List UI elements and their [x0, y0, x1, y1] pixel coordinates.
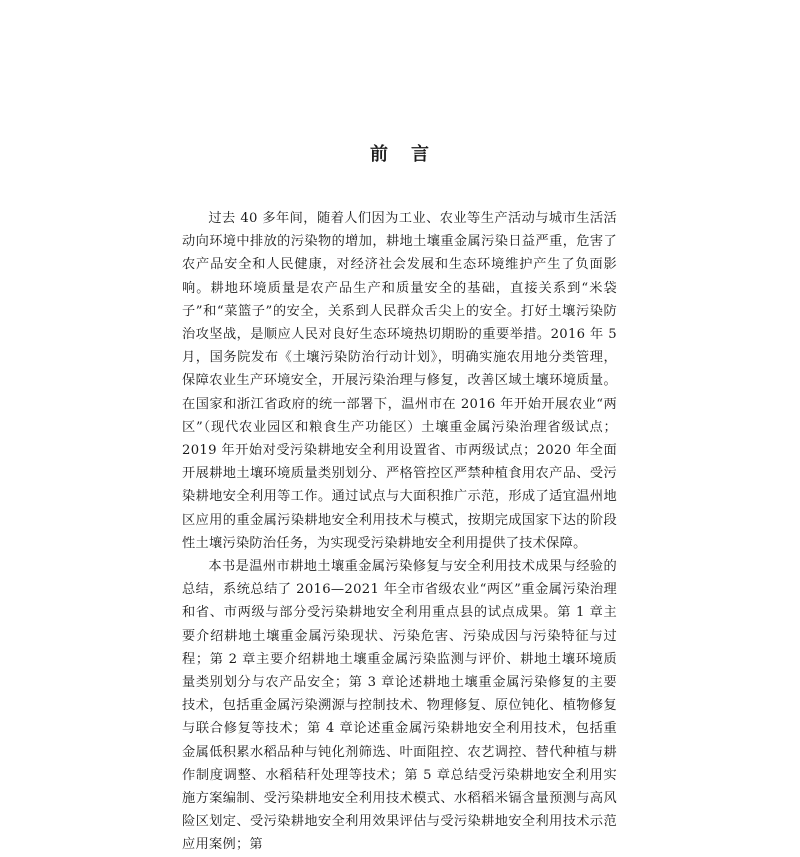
page-title-char-2: 言 — [411, 144, 430, 165]
page-title — [0, 143, 800, 167]
preface-body — [182, 207, 617, 857]
preface-paragraph-2: 本书是温州市耕地土壤重金属污染修复与安全利用技术成果与经验的总结，系统总结了 2016—2021 年全市省级农业“两区”重金属污染治理和省、市两级与部分受污染耕地安全利用重点县的试点成果。第 1 章主要介绍耕地土壤重金属污染现状、污染危害、污染成因与污染特征与过程；第 2 章主要介绍耕地土壤重金属污染监测与评价、耕地土壤环境质量类别划分与农产品安全；第 3 章论述耕地土壤重金属污染修复的主要技术，包括重金属污染溯源与控制技术、物理修复、原位钝化、植物修复与联合修复等技术；第 4 章论述重金属污染耕地安全利用技术，包括重金属低积累水稻品种与钝化剂筛选、叶面阻控、农艺调控、替代种植与耕作制度调整、水稻秸秆处理等技术；第 5 章总结受污染耕地安全利用实施方案编制、受污染耕地安全利用技术模式、水稻稻米镉含量预测与高风险区划定、受污染耕地安全利用效果评估与受污染耕地安全利用技术示范应用案例；第 — [182, 559, 617, 853]
preface-paragraph-1: 过去 40 多年间，随着人们因为工业、农业等生产活动与城市生活活动向环境中排放的污染物的增加，耕地土壤重金属污染日益严重，危害了农产品安全和人民健康，对经济社会发展和生态环境维护产生了负面影响。耕地环境质量是农产品生产和质量安全的基础，直接关系到“米袋子”和“菜篮子”的安全，关系到人民群众舌尖上的安全。打好土壤污染防治攻坚战，是顺应人民对良好生态环境热切期盼的重要举措。2016 年 5 月，国务院发布《土壤污染防治行动计划》，明确实施农用地分类管理，保障农业生产环境安全，开展污染治理与修复，改善区域土壤环境质量。在国家和浙江省政府的统一部署下，温州市在 2016 年开始开展农业“两区”（现代农业园区和粮食生产功能区）土壤重金属污染治理省级试点；2019 年开始对受污染耕地安全利用设置省、市两级试点；2020 年全面开展耕地土壤环境质量类别划分、严格管控区严禁种植食用农产品、受污染耕地安全利用等工作。通过试点与大面积推广示范，形成了适宜温州地区应用的重金属污染耕地安全利用技术与模式，按期完成国家下达的阶段性土壤污染防治任务，为实现受污染耕地安全利用提供了技术保障。 — [182, 211, 617, 551]
page-title-char-1: 前 — [370, 144, 389, 165]
